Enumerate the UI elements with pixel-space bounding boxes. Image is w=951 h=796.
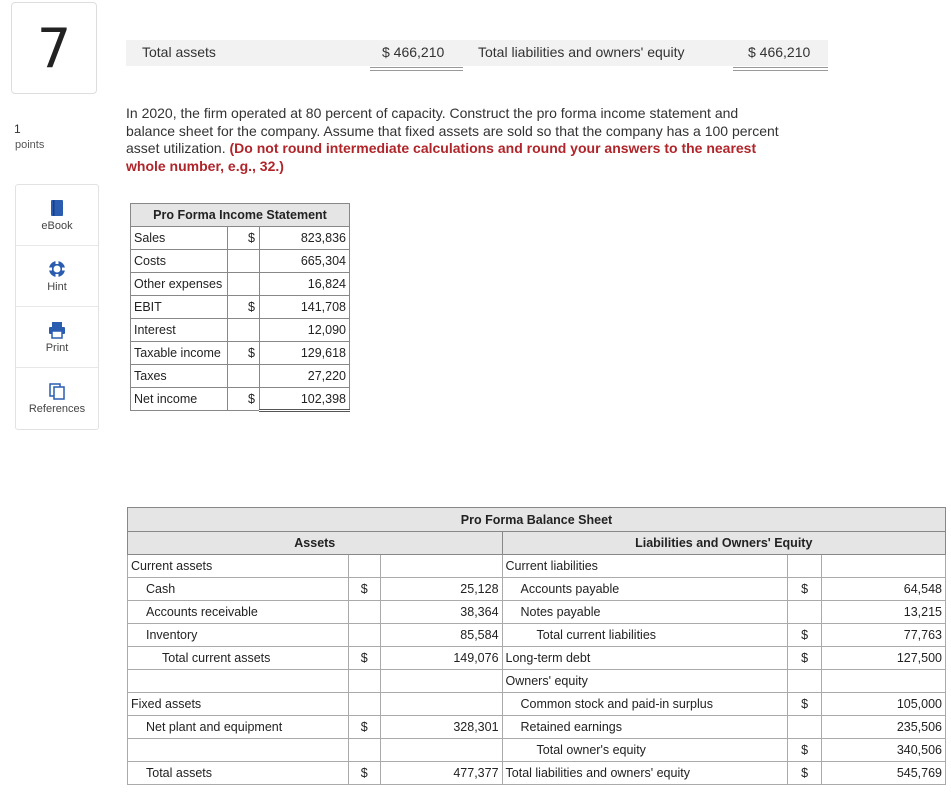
table-row (131, 273, 350, 296)
answer-field[interactable]: 823,836 (260, 227, 350, 250)
row-label: Current assets (128, 555, 349, 578)
dollar-sign: $ (348, 762, 380, 785)
ebook-label: eBook (41, 219, 73, 232)
prompt-text: In 2020, the firm operated at 80 percent of capacity. Construct the pro forma income statement and balance sheet for the company. Assume that fixed assets are sold so that the company has a 100 percent asset utilization. (126, 105, 779, 156)
table-row (128, 624, 946, 647)
row-label: Total liabilities and owners' equity (502, 762, 788, 785)
table-row (128, 693, 946, 716)
answer-field[interactable]: 105,000 (822, 693, 946, 716)
answer-field[interactable]: 477,377 (380, 762, 502, 785)
answer-field[interactable]: 27,220 (260, 365, 350, 388)
answer-field[interactable] (380, 555, 502, 578)
row-label: Notes payable (502, 601, 788, 624)
answer-field[interactable] (822, 555, 946, 578)
dollar-sign (228, 319, 260, 342)
dollar-sign: $ (788, 624, 822, 647)
total-assets-value: $ 466,210 (382, 44, 445, 60)
balance-sheet-title: Pro Forma Balance Sheet (128, 508, 946, 532)
answer-field[interactable]: 665,304 (260, 250, 350, 273)
print-label: Print (45, 341, 69, 354)
row-label: Retained earnings (502, 716, 788, 739)
total-liabilities-equity-label: Total liabilities and owners' equity (478, 44, 685, 60)
table-row (128, 716, 946, 739)
table-row (131, 250, 350, 273)
answer-field[interactable]: 141,708 (260, 296, 350, 319)
totals-row (126, 40, 828, 66)
table-row (128, 739, 946, 762)
liabilities-equity-header: Liabilities and Owners' Equity (502, 532, 945, 555)
row-label: Fixed assets (128, 693, 349, 716)
print-button[interactable] (16, 307, 98, 368)
dollar-sign (348, 624, 380, 647)
points-label: points (15, 139, 45, 151)
balance-sheet-table (127, 507, 946, 785)
row-label: Common stock and paid-in surplus (502, 693, 788, 716)
dollar-sign: $ (788, 647, 822, 670)
dollar-sign (228, 250, 260, 273)
lifebuoy-icon (48, 260, 66, 278)
row-label: Total assets (128, 762, 349, 785)
dollar-sign: $ (788, 693, 822, 716)
total-le-double-underline (733, 67, 828, 71)
dollar-sign (788, 601, 822, 624)
dollar-sign: $ (228, 388, 260, 411)
book-icon (48, 199, 66, 217)
table-row (131, 227, 350, 250)
table-row (128, 601, 946, 624)
assets-header: Assets (128, 532, 503, 555)
total-assets-label: Total assets (142, 44, 216, 60)
table-row (128, 578, 946, 601)
dollar-sign (788, 716, 822, 739)
answer-field[interactable]: 77,763 (822, 624, 946, 647)
dollar-sign (348, 693, 380, 716)
row-label: Accounts receivable (128, 601, 349, 624)
answer-field[interactable]: 38,364 (380, 601, 502, 624)
answer-field[interactable]: 12,090 (260, 319, 350, 342)
row-label: Sales (131, 227, 228, 250)
answer-field[interactable]: 85,584 (380, 624, 502, 647)
prompt-emphasis: (Do not round intermediate calculations and round your answers to the nearest whole number, e.g., 32.) (126, 140, 757, 174)
dollar-sign (228, 273, 260, 296)
dollar-sign: $ (788, 739, 822, 762)
answer-field[interactable] (380, 670, 502, 693)
table-row (128, 647, 946, 670)
row-label (128, 670, 349, 693)
table-row (128, 762, 946, 785)
hint-button[interactable] (16, 246, 98, 307)
row-label: Total current assets (128, 647, 349, 670)
answer-field[interactable]: 235,506 (822, 716, 946, 739)
row-label: Net plant and equipment (128, 716, 349, 739)
dollar-sign (788, 670, 822, 693)
question-number: 7 (11, 2, 97, 94)
tools-panel (15, 184, 99, 430)
answer-field[interactable] (380, 739, 502, 762)
hint-label: Hint (47, 280, 67, 293)
row-label: Total owner's equity (502, 739, 788, 762)
dollar-sign: $ (788, 762, 822, 785)
dollar-sign: $ (228, 296, 260, 319)
row-label: Taxable income (131, 342, 228, 365)
total-liabilities-equity-value: $ 466,210 (748, 44, 811, 60)
dollar-sign: $ (228, 342, 260, 365)
row-label: Net income (131, 388, 228, 411)
row-label: Accounts payable (502, 578, 788, 601)
answer-field[interactable]: 16,824 (260, 273, 350, 296)
row-label (128, 739, 349, 762)
row-label: Taxes (131, 365, 228, 388)
row-label: EBIT (131, 296, 228, 319)
table-row (131, 342, 350, 365)
row-label: Inventory (128, 624, 349, 647)
row-label: Total current liabilities (502, 624, 788, 647)
dollar-sign: $ (228, 227, 260, 250)
answer-field[interactable]: 102,398 (260, 388, 350, 411)
income-statement-title: Pro Forma Income Statement (131, 204, 350, 227)
table-row (131, 319, 350, 342)
printer-icon (48, 321, 66, 339)
answer-field[interactable] (380, 693, 502, 716)
dollar-sign: $ (348, 647, 380, 670)
answer-field[interactable]: 64,548 (822, 578, 946, 601)
table-row (131, 388, 350, 411)
row-label: Other expenses (131, 273, 228, 296)
dollar-sign (348, 739, 380, 762)
row-label: Current liabilities (502, 555, 788, 578)
answer-field[interactable]: 13,215 (822, 601, 946, 624)
table-row (131, 296, 350, 319)
dollar-sign (348, 601, 380, 624)
answer-field[interactable]: 545,769 (822, 762, 946, 785)
table-row (128, 670, 946, 693)
answer-field[interactable]: 25,128 (380, 578, 502, 601)
ebook-button[interactable] (16, 185, 98, 246)
references-button[interactable] (16, 368, 98, 429)
dollar-sign (348, 670, 380, 693)
copy-icon (48, 382, 66, 400)
total-assets-double-underline (370, 67, 463, 71)
row-label: Costs (131, 250, 228, 273)
answer-field[interactable]: 129,618 (260, 342, 350, 365)
answer-field[interactable]: 340,506 (822, 739, 946, 762)
table-row (131, 365, 350, 388)
question-prompt (126, 105, 786, 175)
row-label: Interest (131, 319, 228, 342)
dollar-sign (348, 555, 380, 578)
answer-field[interactable]: 127,500 (822, 647, 946, 670)
answer-field[interactable] (822, 670, 946, 693)
table-row (128, 555, 946, 578)
answer-field[interactable]: 328,301 (380, 716, 502, 739)
row-label: Cash (128, 578, 349, 601)
points-value: 1 (14, 122, 21, 136)
dollar-sign: $ (348, 578, 380, 601)
income-statement-table (130, 203, 350, 412)
row-label: Owners' equity (502, 670, 788, 693)
dollar-sign: $ (348, 716, 380, 739)
dollar-sign: $ (788, 578, 822, 601)
answer-field[interactable]: 149,076 (380, 647, 502, 670)
dollar-sign (788, 555, 822, 578)
dollar-sign (228, 365, 260, 388)
row-label: Long-term debt (502, 647, 788, 670)
references-label: References (28, 403, 86, 415)
